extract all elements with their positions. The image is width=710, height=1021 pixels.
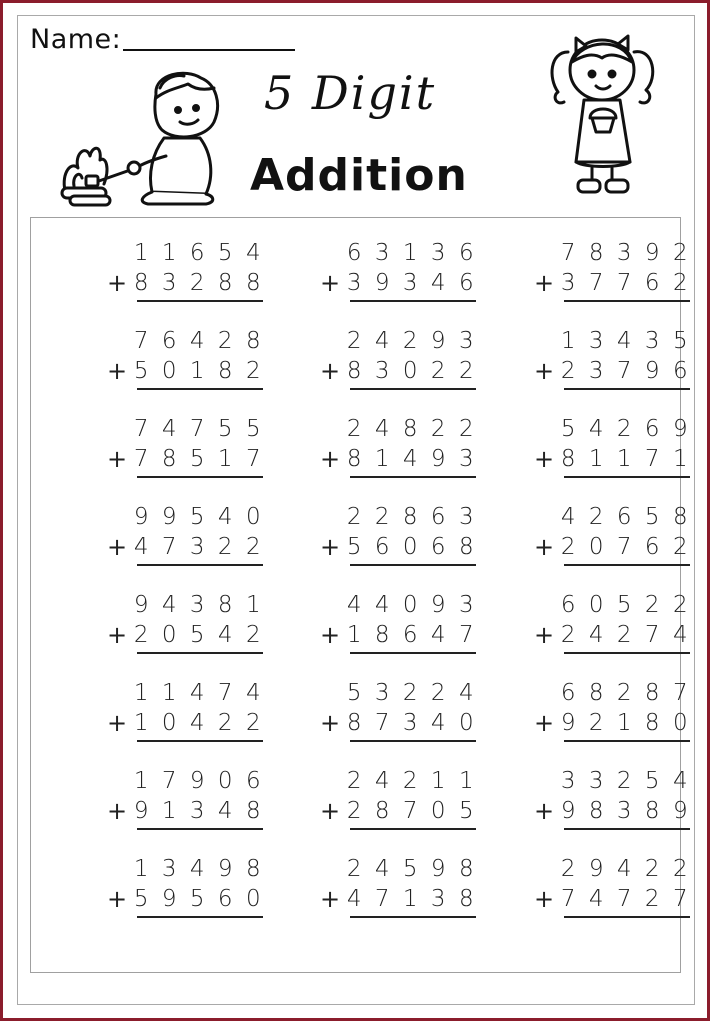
top-addend: 74755 bbox=[133, 416, 274, 442]
addition-problem bbox=[81, 676, 274, 746]
bottom-addend: 50182 bbox=[133, 358, 274, 384]
plus-sign: + bbox=[107, 357, 128, 385]
answer-line[interactable] bbox=[350, 740, 476, 742]
plus-sign: + bbox=[107, 533, 128, 561]
addition-problem bbox=[81, 500, 274, 570]
addition-problem bbox=[81, 588, 274, 658]
top-addend: 76428 bbox=[133, 328, 274, 354]
bottom-addend: 81171 bbox=[560, 446, 701, 472]
top-addend: 94381 bbox=[133, 592, 274, 618]
plus-sign: + bbox=[320, 357, 341, 385]
addition-problem bbox=[81, 324, 274, 394]
answer-line[interactable] bbox=[564, 828, 690, 830]
top-addend: 33254 bbox=[560, 768, 701, 794]
plus-sign: + bbox=[534, 885, 555, 913]
top-addend: 63136 bbox=[346, 240, 487, 266]
bottom-addend: 39346 bbox=[346, 270, 487, 296]
top-addend: 60522 bbox=[560, 592, 701, 618]
addition-problem bbox=[508, 764, 701, 834]
answer-line[interactable] bbox=[350, 388, 476, 390]
bottom-addend: 78517 bbox=[133, 446, 274, 472]
top-addend: 44093 bbox=[346, 592, 487, 618]
answer-line[interactable] bbox=[564, 652, 690, 654]
plus-sign: + bbox=[534, 709, 555, 737]
plus-sign: + bbox=[107, 797, 128, 825]
answer-line[interactable] bbox=[564, 564, 690, 566]
plus-sign: + bbox=[534, 445, 555, 473]
answer-line[interactable] bbox=[350, 828, 476, 830]
plus-sign: + bbox=[534, 269, 555, 297]
bottom-addend: 47138 bbox=[346, 886, 487, 912]
answer-line[interactable] bbox=[350, 564, 476, 566]
top-addend: 22863 bbox=[346, 504, 487, 530]
addition-problem bbox=[508, 500, 701, 570]
answer-line[interactable] bbox=[564, 476, 690, 478]
answer-line[interactable] bbox=[137, 476, 263, 478]
top-addend: 13435 bbox=[560, 328, 701, 354]
plus-sign: + bbox=[534, 357, 555, 385]
answer-line[interactable] bbox=[350, 916, 476, 918]
answer-line[interactable] bbox=[137, 300, 263, 302]
top-addend: 11474 bbox=[133, 680, 274, 706]
name-label: Name: bbox=[30, 24, 122, 55]
plus-sign: + bbox=[320, 797, 341, 825]
name-blank-line[interactable] bbox=[123, 49, 295, 51]
answer-line[interactable] bbox=[564, 388, 690, 390]
addition-problem bbox=[508, 324, 701, 394]
plus-sign: + bbox=[320, 621, 341, 649]
bottom-addend: 83288 bbox=[133, 270, 274, 296]
addition-problem bbox=[508, 852, 701, 922]
answer-line[interactable] bbox=[137, 652, 263, 654]
plus-sign: + bbox=[320, 445, 341, 473]
addition-problem bbox=[294, 236, 487, 306]
addition-problem bbox=[294, 588, 487, 658]
top-addend: 24211 bbox=[346, 768, 487, 794]
plus-sign: + bbox=[320, 269, 341, 297]
bottom-addend: 24274 bbox=[560, 622, 701, 648]
bottom-addend: 47322 bbox=[133, 534, 274, 560]
addition-problem bbox=[508, 676, 701, 746]
top-addend: 24293 bbox=[346, 328, 487, 354]
bottom-addend: 37762 bbox=[560, 270, 701, 296]
top-addend: 54269 bbox=[560, 416, 701, 442]
name-field bbox=[30, 24, 295, 55]
bottom-addend: 56068 bbox=[346, 534, 487, 560]
answer-line[interactable] bbox=[564, 740, 690, 742]
top-addend: 99540 bbox=[133, 504, 274, 530]
answer-line[interactable] bbox=[137, 564, 263, 566]
addition-problem bbox=[81, 852, 274, 922]
top-addend: 11654 bbox=[133, 240, 274, 266]
addition-problem bbox=[294, 764, 487, 834]
problems-grid bbox=[30, 217, 701, 973]
addition-problem bbox=[294, 676, 487, 746]
top-addend: 24822 bbox=[346, 416, 487, 442]
addition-problem bbox=[81, 236, 274, 306]
answer-line[interactable] bbox=[137, 828, 263, 830]
title-five-digit: 5 Digit bbox=[264, 66, 437, 120]
answer-line[interactable] bbox=[137, 916, 263, 918]
plus-sign: + bbox=[107, 269, 128, 297]
top-addend: 13498 bbox=[133, 856, 274, 882]
plus-sign: + bbox=[107, 709, 128, 737]
top-addend: 24598 bbox=[346, 856, 487, 882]
addition-problem bbox=[508, 236, 701, 306]
bottom-addend: 23796 bbox=[560, 358, 701, 384]
answer-line[interactable] bbox=[137, 740, 263, 742]
top-addend: 29422 bbox=[560, 856, 701, 882]
addition-problem bbox=[294, 852, 487, 922]
bottom-addend: 87340 bbox=[346, 710, 487, 736]
answer-line[interactable] bbox=[137, 388, 263, 390]
addition-problem bbox=[81, 412, 274, 482]
bottom-addend: 92180 bbox=[560, 710, 701, 736]
plus-sign: + bbox=[320, 533, 341, 561]
addition-problem bbox=[294, 500, 487, 570]
plus-sign: + bbox=[534, 797, 555, 825]
bottom-addend: 83022 bbox=[346, 358, 487, 384]
bottom-addend: 10422 bbox=[133, 710, 274, 736]
plus-sign: + bbox=[107, 885, 128, 913]
bottom-addend: 18647 bbox=[346, 622, 487, 648]
girl-cupcake-clipart bbox=[546, 22, 661, 202]
bottom-addend: 20542 bbox=[133, 622, 274, 648]
addition-problem bbox=[294, 324, 487, 394]
bottom-addend: 20762 bbox=[560, 534, 701, 560]
title-addition: Addition bbox=[250, 150, 468, 201]
addition-problem bbox=[508, 412, 701, 482]
bottom-addend: 98389 bbox=[560, 798, 701, 824]
plus-sign: + bbox=[320, 885, 341, 913]
top-addend: 42658 bbox=[560, 504, 701, 530]
addition-problem bbox=[508, 588, 701, 658]
answer-line[interactable] bbox=[350, 300, 476, 302]
top-addend: 53224 bbox=[346, 680, 487, 706]
answer-line[interactable] bbox=[350, 652, 476, 654]
answer-line[interactable] bbox=[564, 300, 690, 302]
plus-sign: + bbox=[320, 709, 341, 737]
bottom-addend: 91348 bbox=[133, 798, 274, 824]
answer-line[interactable] bbox=[350, 476, 476, 478]
top-addend: 78392 bbox=[560, 240, 701, 266]
plus-sign: + bbox=[534, 533, 555, 561]
bottom-addend: 81493 bbox=[346, 446, 487, 472]
bottom-addend: 74727 bbox=[560, 886, 701, 912]
bottom-addend: 59560 bbox=[133, 886, 274, 912]
bottom-addend: 28705 bbox=[346, 798, 487, 824]
plus-sign: + bbox=[107, 445, 128, 473]
top-addend: 17906 bbox=[133, 768, 274, 794]
plus-sign: + bbox=[534, 621, 555, 649]
campfire-kid-clipart bbox=[56, 64, 226, 209]
top-addend: 68287 bbox=[560, 680, 701, 706]
plus-sign: + bbox=[107, 621, 128, 649]
addition-problem bbox=[294, 412, 487, 482]
answer-line[interactable] bbox=[564, 916, 690, 918]
addition-problem bbox=[81, 764, 274, 834]
